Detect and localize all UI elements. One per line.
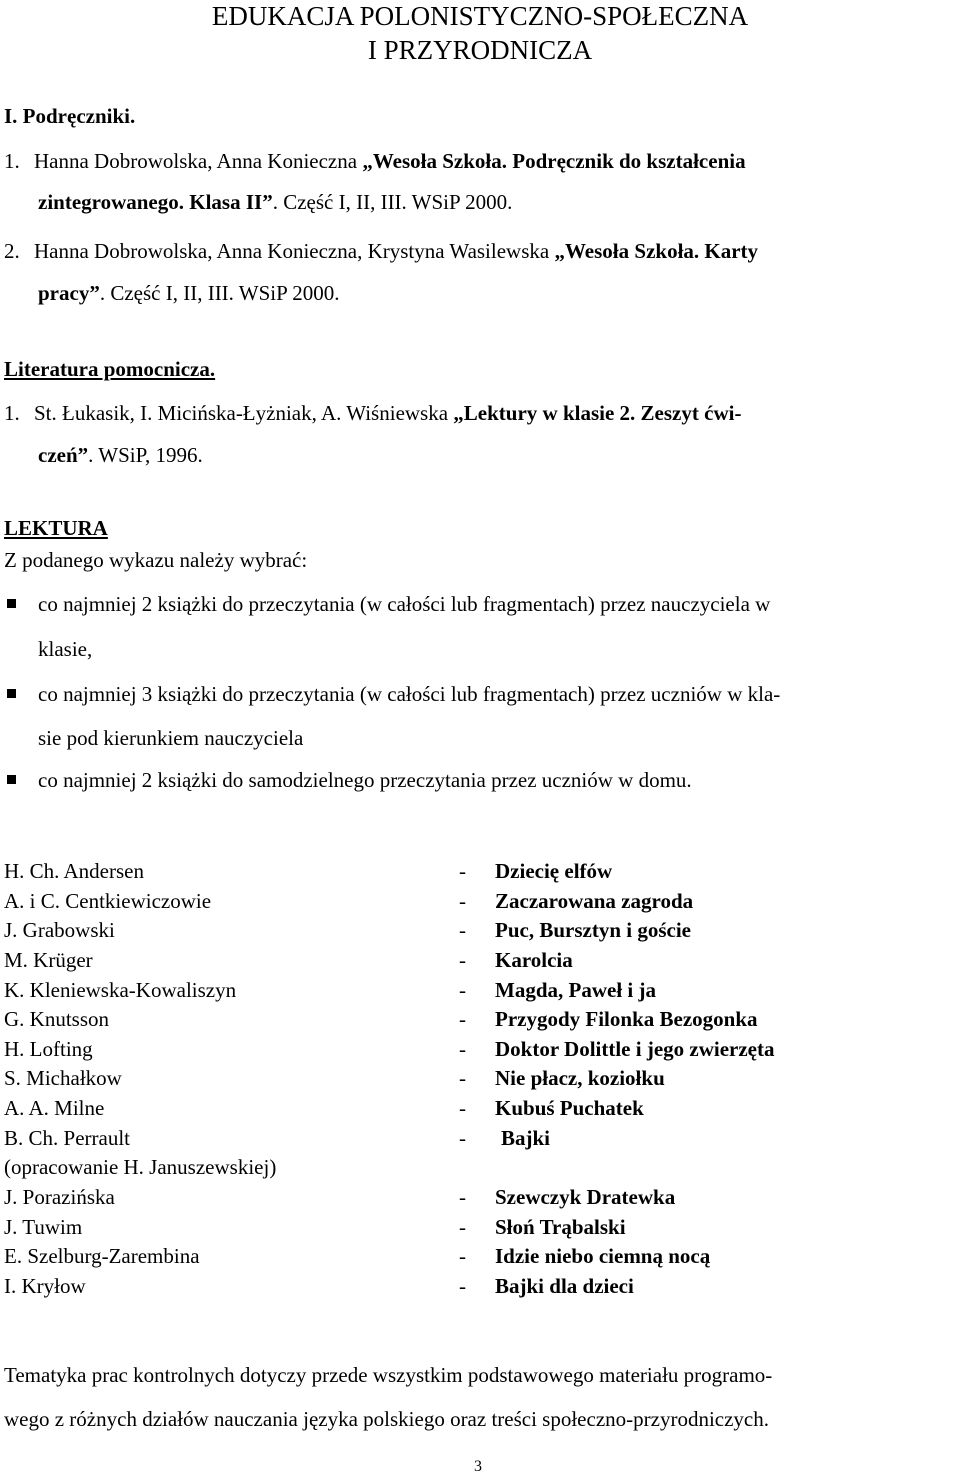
textbook-1-line-1: 1. Hanna Dobrowolska, Anna Konieczna „Wesoła Szkoła. Podręcznik do kształcenia xyxy=(4,149,746,173)
book-dash: - xyxy=(459,859,466,883)
book-dash: - xyxy=(459,1244,466,1268)
textbook-2-line-1: 2. Hanna Dobrowolska, Anna Konieczna, Krystyna Wasilewska „Wesoła Szkoła. Karty xyxy=(4,239,759,263)
book-author: I. Kryłow xyxy=(4,1274,86,1298)
book-dash: - xyxy=(459,1126,466,1150)
reading-rule-2-line-2: sie pod kierunkiem nauczyciela xyxy=(38,726,304,750)
literature-item-1-line-2: czeń”. WSiP, 1996. xyxy=(38,443,203,467)
book-author: H. Ch. Andersen xyxy=(4,859,144,883)
book-title: Dziecię elfów xyxy=(495,859,613,883)
reading-rule-1-line-1: co najmniej 2 książki do przeczytania (w całości lub fragmentach) przez nauczyciela w xyxy=(38,592,771,616)
book-author: S. Michałkow xyxy=(4,1066,122,1090)
book-author: G. Knutsson xyxy=(4,1007,110,1031)
reading-rule-3-line-1: co najmniej 2 książki do samodzielnego przeczytania przez uczniów w domu. xyxy=(38,768,692,792)
book-title: Magda, Paweł i ja xyxy=(495,978,656,1002)
book-title: Szewczyk Dratewka xyxy=(495,1185,676,1209)
book-author: J. Grabowski xyxy=(4,918,115,942)
closing-paragraph-line-2: wego z różnych działów nauczania języka polskiego oraz treści społeczno-przyrodniczych. xyxy=(4,1407,769,1431)
book-dash: - xyxy=(459,1096,466,1120)
page-number: 3 xyxy=(474,1458,482,1475)
section-heading-supporting-literature: Literatura pomocnicza. xyxy=(4,357,216,381)
book-dash: - xyxy=(459,1037,466,1061)
book-title: Nie płacz, koziołku xyxy=(495,1066,665,1090)
book-dash: - xyxy=(459,1007,466,1031)
page-title-line-2: I PRZYRODNICZA xyxy=(367,35,593,65)
book-dash: - xyxy=(459,978,466,1002)
book-dash: - xyxy=(459,1066,466,1090)
textbook-2-line-2: pracy”. Część I, II, III. WSiP 2000. xyxy=(38,281,340,305)
closing-paragraph-line-1: Tematyka prac kontrolnych dotyczy przede wszystkim podstawowego materiału programo- xyxy=(4,1363,773,1387)
book-dash: - xyxy=(459,889,466,913)
book-author: K. Kleniewska-Kowaliszyn xyxy=(4,978,237,1002)
square-bullet-icon xyxy=(7,689,16,698)
reading-rule-1-line-2: klasie, xyxy=(38,637,93,661)
book-title: Słoń Trąbalski xyxy=(495,1215,626,1239)
book-author: M. Krüger xyxy=(4,948,93,972)
page-title-line-1: EDUKACJA POLONISTYCZNO-SPOŁECZNA xyxy=(211,1,749,31)
book-dash: - xyxy=(459,948,466,972)
textbook-1-line-2: zintegrowanego. Klasa II”. Część I, II, III. WSiP 2000. xyxy=(38,190,513,214)
book-author: B. Ch. Perrault xyxy=(4,1126,130,1150)
square-bullet-icon xyxy=(7,599,16,608)
book-title: Przygody Filonka Bezogonka xyxy=(495,1007,758,1031)
book-title: Kubuś Puchatek xyxy=(495,1096,644,1120)
book-dash: - xyxy=(459,1185,466,1209)
book-title: Karolcia xyxy=(495,948,573,972)
book-author: A. i C. Centkiewiczowie xyxy=(4,889,212,913)
book-dash: - xyxy=(459,1274,466,1298)
book-title: Doktor Dolittle i jego zwierzęta xyxy=(495,1037,775,1061)
book-dash: - xyxy=(459,1215,466,1239)
book-author: J. Porazińska xyxy=(4,1185,115,1209)
book-title: Puc, Bursztyn i goście xyxy=(495,918,691,942)
literature-item-1-line-1: 1. St. Łukasik, I. Micińska-Łyżniak, A. Wiśniewska „Lektury w klasie 2. Zeszyt ćwi- xyxy=(4,401,742,425)
square-bullet-icon xyxy=(7,775,16,784)
reading-rule-2-line-1: co najmniej 3 książki do przeczytania (w całości lub fragmentach) przez uczniów w kla- xyxy=(38,682,781,706)
book-title: Zaczarowana zagroda xyxy=(495,889,694,913)
book-title: Idzie niebo ciemną nocą xyxy=(495,1244,711,1268)
book-dash: - xyxy=(459,918,466,942)
reading-intro: Z podanego wykazu należy wybrać: xyxy=(4,548,308,572)
book-title: Bajki xyxy=(501,1126,551,1150)
section-heading-textbooks: I. Podręczniki. xyxy=(4,104,136,128)
book-author: H. Lofting xyxy=(4,1037,93,1061)
book-author: E. Szelburg-Zarembina xyxy=(4,1244,200,1268)
book-author-note: (opracowanie H. Januszewskiej) xyxy=(4,1155,277,1179)
book-author: J. Tuwim xyxy=(4,1215,83,1239)
book-author: A. A. Milne xyxy=(4,1096,105,1120)
section-heading-reading: LEKTURA xyxy=(4,516,108,540)
book-title: Bajki dla dzieci xyxy=(495,1274,634,1298)
